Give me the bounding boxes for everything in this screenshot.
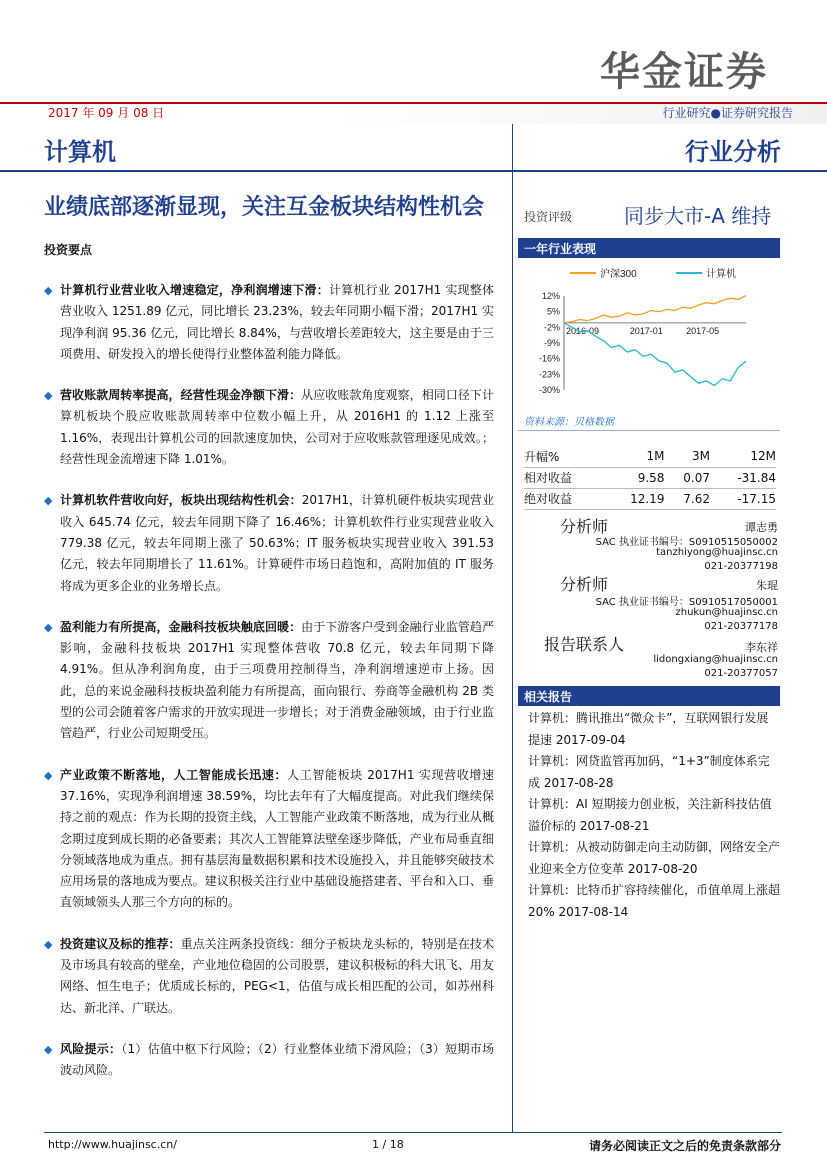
analyst-phone: 021-20377198 [704, 561, 778, 572]
industry-name: 计算机 [44, 138, 116, 166]
table-cell: 0.07 [664, 467, 710, 488]
y-tick-label: -2% [543, 322, 560, 333]
table-row [524, 467, 776, 488]
related-report-item[interactable]: 计算机：腾讯推出“微众卡”，互联网银行发展提速 2017-09-04 [528, 711, 769, 747]
y-tick-label: -16% [538, 353, 560, 364]
analyst-name: 朱琨 [756, 579, 778, 592]
table-cell: -17.15 [710, 488, 776, 509]
y-tick-label: -9% [543, 338, 560, 348]
key-point: ◆ 投资建议及标的推荐：重点关注两条投资线：细分子板块龙头标的，特别是在技术及市场具有较高的壁垒，产业地位稳固的公司股票，建议积极标的科大讯飞、用友网络、恒生电子；优质成长标的，PEG<1，估值与成长相匹配的公司，如苏州科达、新北洋、广联达。 [44, 934, 494, 1019]
analyst-role: 分析师 [560, 517, 609, 536]
performance-chart [518, 262, 780, 408]
key-point: ◆ 产业政策不断落地，人工智能成长迅速：人工智能板块 2017H1 实现营收增速 37.16%，实现净利润增速 38.59%，均比去年有了大幅度提高。对此我们继续保持之前的观点：作为长期的投资主线，人工智能产业政策不断落地，成为行业从概念期过度到成长期的必备要素；其次人工智能算法壁垒逐步降低，产业布局垂直细分领域落地成为重点。拥有基层海量数据积累和技术设施投入，并且能够突破技术应用场景的落地成为要点。建议积极关注行业中基础设施搭建者、平台和入口、垂直领域领头人那三个方向的标的。 [44, 765, 494, 914]
key-point: ◆ 风险提示：（1）估值中枢下行风险；（2）行业整体业绩下滑风险；（3）短期市场波动风险。 [44, 1039, 494, 1082]
footer-disclaimer: 请务必阅读正文之后的免责条款部分 [588, 1139, 781, 1153]
performance-table [524, 446, 776, 510]
analyst-cert: SAC 执业证书编号：S0910515050002 [595, 537, 778, 548]
analyst-role: 分析师 [560, 575, 609, 594]
diamond-icon: ◆ [44, 768, 53, 782]
table-header: 12M [710, 446, 776, 467]
contact-email[interactable]: lidongxiang@huajinsc.cn [653, 654, 778, 665]
source-divider [518, 430, 780, 431]
diamond-icon: ◆ [44, 620, 53, 634]
rating-label: 投资评级 [524, 210, 573, 224]
table-header-row [524, 446, 776, 467]
series-line [564, 296, 746, 323]
analyst-card [524, 572, 778, 632]
table-cell: 绝对收益 [524, 488, 606, 509]
key-point: ◆ 营收账款周转率提高，经营性现金净额下滑：从应收账款角度观察，相同口径下计算机板块个股应收账款周转率中位数小幅上升，从 2016H1 的 1.12 上涨至 1.16%，表现出计算机公司的回款速度加快，公司对于应收账款管理逐见成效。；经营性现金流增速下降 1.01%。 [44, 385, 494, 470]
legend-label: 计算机 [706, 269, 736, 280]
diamond-icon: ◆ [44, 494, 53, 508]
headline: 业绩底部逐渐显现，关注互金板块结构性机会 [44, 195, 485, 220]
analyst-card [524, 514, 778, 574]
analyst-email[interactable]: zhukun@huajinsc.cn [675, 607, 778, 618]
y-tick-label: 5% [546, 306, 560, 317]
key-point: ◆ 计算机行业营业收入增速稳定，净利润增速下滑：计算机行业 2017H1 实现整体营业收入 1251.89 亿元，同比增长 23.23%，较去年同期小幅下滑；2017H1 实现净利润 95.36 亿元，同比增长 8.84%，与营收增长差距较大，这主要是由于三项费用、研发投入的增长使得行业整体盈利能力降低。 [44, 280, 494, 365]
diamond-icon: ◆ [44, 284, 53, 297]
related-report-item[interactable]: 计算机：从被动防御走向主动防御，网络安全产业迎来全方位变革 2017-08-20 [528, 840, 781, 876]
key-points-list [44, 280, 494, 1102]
diamond-icon: ◆ [44, 389, 53, 403]
table-row [524, 488, 776, 509]
report-type: 行业分析 [685, 138, 781, 166]
contact-role: 报告联系人 [544, 635, 625, 654]
table-header: 升幅% [524, 446, 606, 467]
x-tick-label: 2017-05 [686, 325, 720, 336]
diamond-icon: ◆ [44, 1042, 53, 1056]
contact-phone: 021-20377057 [704, 668, 778, 679]
y-tick-label: -23% [538, 369, 560, 380]
y-tick-label: -30% [538, 385, 560, 395]
diamond-icon: ◆ [44, 937, 53, 951]
footer-divider [44, 1132, 782, 1133]
table-cell: 相对收益 [524, 467, 606, 488]
legend-label: 沪深300 [600, 269, 637, 280]
x-tick-label: 2017-01 [629, 325, 663, 336]
table-cell: 12.19 [606, 488, 665, 509]
table-header: 1M [606, 446, 665, 467]
report-date: 2017 年 09 月 08 日 [48, 106, 165, 120]
analyst-phone: 021-20377178 [704, 621, 778, 632]
related-reports-list [528, 708, 780, 923]
table-cell: 9.58 [606, 467, 665, 488]
analyst-email[interactable]: tanzhiyong@huajinsc.cn [656, 547, 778, 558]
chart-source: 资料来源：贝格数据 [524, 417, 614, 428]
report-category: 行业研究●证券研究报告 [662, 106, 793, 120]
contact-card [524, 632, 778, 682]
key-point: ◆ 计算机软件营收向好，板块出现结构性机会：2017H1，计算机硬件板块实现营业收入 645.74 亿元，较去年同期下降了 16.46%；计算机软件行业实现营业收入 779.38 亿元，较去年同期上涨了 50.63%；IT 服务板块实现营业收入 391.53 亿元，较去年同期增长了 11.61%。计算硬件市场日趋饱和，高附加值的 IT 服务将成为更多企业的业务增长点。 [44, 490, 494, 596]
footer-url[interactable]: http://www.huajinsc.cn/ [48, 1138, 177, 1151]
contact-name: 李东祥 [745, 641, 778, 654]
x-tick-label: 2016-09 [566, 325, 600, 336]
related-report-item[interactable]: 计算机：网贷监管再加码，“1+3”制度体系完成 2017-08-28 [528, 754, 770, 790]
column-divider [512, 124, 513, 1132]
performance-header: 一年行业表现 [518, 238, 780, 258]
key-points-title: 投资要点 [44, 243, 93, 257]
brand-logo: 华金证券 [600, 49, 768, 95]
analyst-cert: SAC 执业证书编号：S0910517050001 [595, 597, 778, 608]
related-report-item[interactable]: 计算机：比特币扩容持续催化，币值单周上涨超 20% 2017-08-14 [528, 883, 781, 919]
related-report-item[interactable]: 计算机：AI 短期接力创业板，关注新科技估值溢价标的 2017-08-21 [528, 797, 772, 833]
analyst-name: 谭志勇 [745, 521, 778, 534]
table-header: 3M [664, 446, 710, 467]
table-cell: -31.84 [710, 467, 776, 488]
rating-value: 同步大市-A 维持 [624, 204, 772, 228]
y-tick-label: 12% [541, 291, 560, 301]
key-point: ◆ 盈利能力有所提高，金融科技板块触底回暖：由于下游客户受到金融行业监管趋严影响，金融科技板块 2017H1 实现整体营收 70.8 亿元，较去年同期下降 4.91%。但从净利润角度，由于三项费用控制得当，净利润增速逆市上扬。因此，总的来说金融科技板块盈利能力有所提高，面向银行、券商等金融机构 2B 类型的公司会随着客户需求的开放实现进一步增长；对于消费金融领域，由于行业监管趋严，行业公司短期受压。 [44, 617, 494, 745]
table-cell: 7.62 [664, 488, 710, 509]
page-number: 1 / 18 [372, 1138, 404, 1151]
related-reports-header: 相关报告 [518, 686, 780, 706]
